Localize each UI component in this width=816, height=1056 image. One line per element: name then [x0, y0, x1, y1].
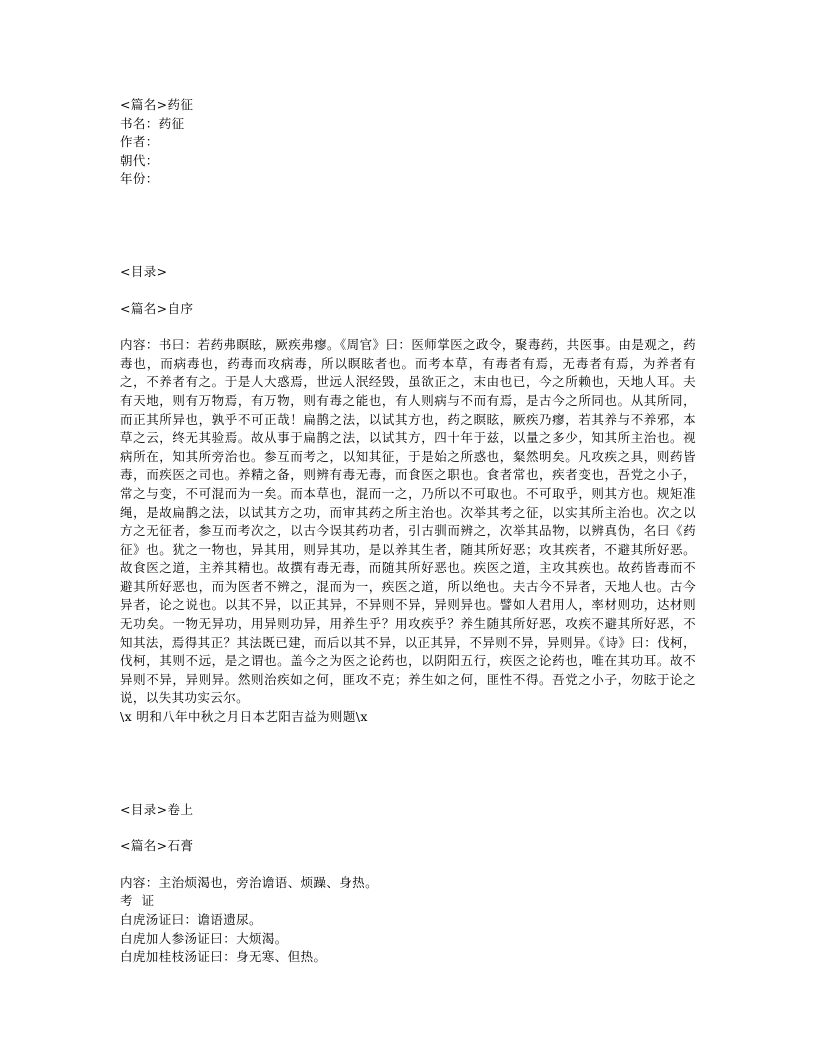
zuo-zhe-line: 作者： [120, 134, 159, 150]
preface-body: 内容：书曰：若药弗瞑眩，厥疾弗瘳。《周官》曰：医师掌医之政令，聚毒药，共医事。由是观之，药毒也，而病毒也，药毒而攻病毒，所以瞑眩者也。而考本草，有毒者有焉，无毒者有焉，为养者有之，不养者有之。于是人大惑焉，世远人泯经毁，虽欲正之，末由也已，今之所赖也，天地人耳。夫有天地，则有万物焉，有万物，则有毒之能也，有人则病与不而有焉，是古今之所同也。从其所同，而正其所异也，孰乎不可正哉！扁鹊之法，以试其方也，药之瞑眩，厥疾乃瘳，若其养与不养邪，本草之云，终无其验焉。故从事于扁鹊之法，以试其方，四十年于兹，以量之多少，知其所主治也。视病所在，知其所旁治也。参互而考之，以知其征，于是始之所惑也，粲然明矣。凡攻疾之具，则药皆毒，而疾医之司也。养精之备，则辨有毒无毒，而食医之职也。食者常也，疾者变也，吾党之小子，常之与变，不可混而为一矣。而本草也，混而一之，乃所以不可取也。不可取乎，则其方也。规矩准绳，是故扁鹊之法，以试其方之功，而审其药之所主治也。次举其考之征，以实其所主治也。次之以方之无征者，参互而考次之，以古今误其药功者，引古驯而辨之，次举其品物，以辨真伪，名曰《药征》也。犹之一物也，异其用，则异其功，是以养其生者，随其所好恶；攻其疾者，不避其所好恶。故食医之道，主养其精也。故撰有毒无毒，而随其所好恶也。疾医之道，主攻其疾也。故药皆毒而不避其所好恶也，而为医者不辨之，混而为一，疾医之道，所以绝也。夫古今不异者，天地人也。古今异者，论之说也。以其不异，以正其异，不异则不异，异则异也。譬如人君用人，率材则功，达材则无功矣。一物无异功，用异则功异，用养生乎？用攻疾乎？养生随其所好恶，攻疾不避其所好恶，不知其法，焉得其正？其法既已建，而后以其不异，以正其异，不异则不异，异则异。《诗》曰：伐柯，伐柯，其则不远，是之谓也。盖今之为医之论药也，以阴阳五行，疾医之论药也，唯在其功耳。故不异则不异，异则异。然则治疾如之何，匪攻不克；养生如之何，匪性不得。吾党之小子，勿眩于论之说，以失其功实云尔。 [120, 337, 696, 706]
nian-fen-line: 年份： [120, 171, 159, 187]
book-header [120, 96, 696, 189]
kaozheng-heading: 考 证 [120, 893, 155, 909]
toc-volume-label: <目录>卷上 [120, 801, 194, 817]
preface-signature: \x 明和八年中秋之月日本艺阳吉益为则题\x [120, 709, 368, 725]
evidence-line: 白虎汤证曰：谵语遗尿。 [120, 912, 262, 927]
pian-ming-line: <篇名>药征 [120, 97, 194, 112]
chao-dai-line: 朝代： [120, 152, 159, 168]
shu-ming-line: 书名：药征 [120, 115, 185, 131]
preface-title: <篇名>自序 [120, 300, 194, 316]
spacer [120, 856, 696, 874]
spacer [120, 727, 696, 801]
toc-label: <目录> [120, 263, 168, 279]
evidence-line: 白虎加桂枝汤证曰：身无寒、但热。 [120, 949, 327, 965]
document-page [120, 96, 696, 967]
spacer [120, 819, 696, 837]
spacer [120, 282, 696, 300]
spacer [120, 189, 696, 263]
shigao-content: 内容：主治烦渴也，旁治谵语、烦躁、身热。 [120, 874, 379, 890]
spacer [120, 318, 696, 336]
evidence-line: 白虎加人参汤证曰：大烦渴。 [120, 930, 288, 946]
shigao-title: <篇名>石膏 [120, 838, 194, 854]
